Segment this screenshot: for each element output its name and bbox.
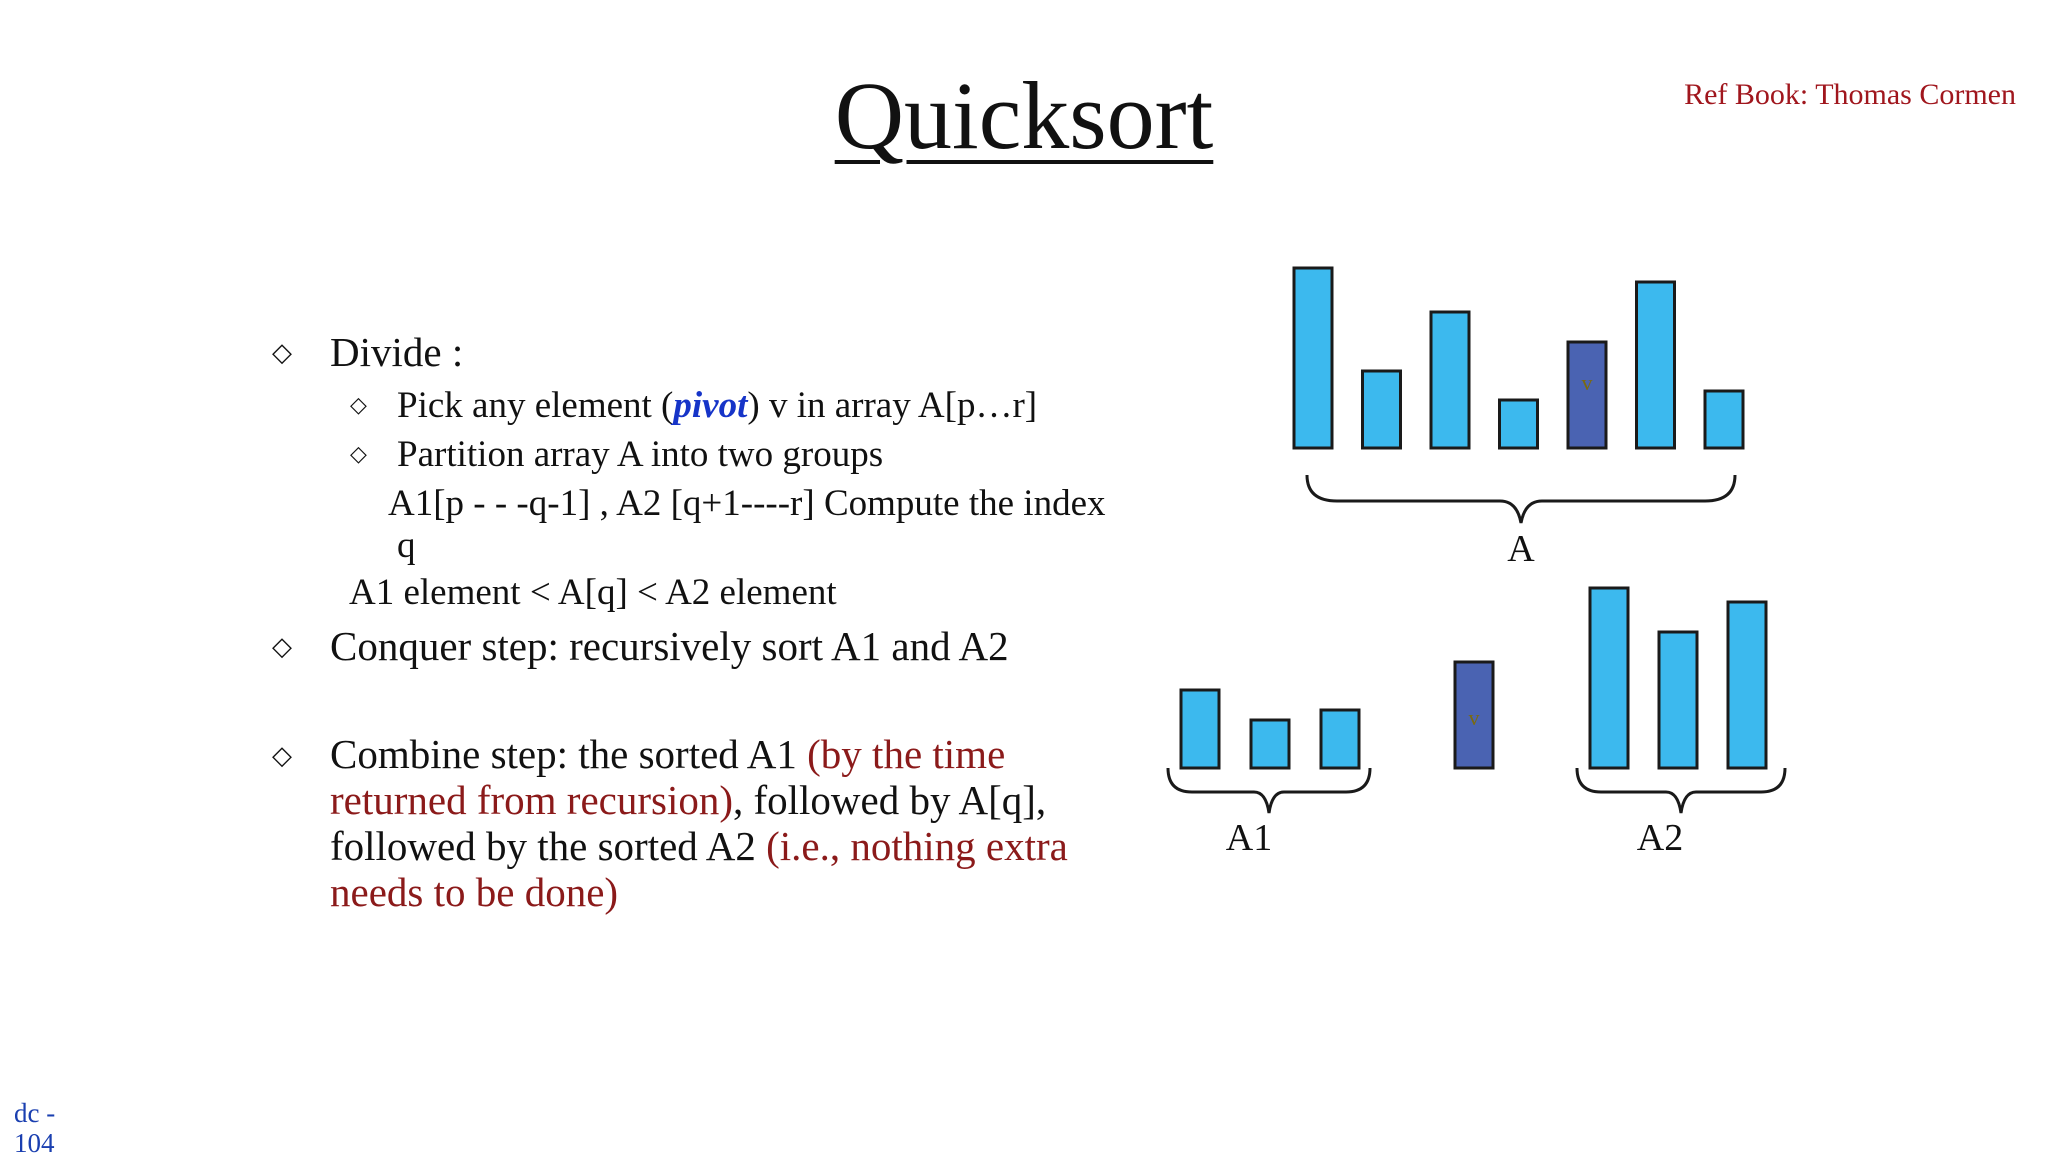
- slide-number-prefix: dc -: [14, 1098, 56, 1128]
- array-a-bars: [1294, 268, 1743, 448]
- partition-index-q: q: [397, 525, 416, 566]
- array-a-pivot-bar: [1568, 342, 1606, 448]
- bullet-diamond-icon: ◇: [272, 338, 292, 367]
- array-a2-bar: [1728, 602, 1766, 768]
- reference-book: Ref Book: Thomas Cormen: [1684, 78, 2016, 111]
- array-a-bar: [1500, 400, 1538, 448]
- array-a1-bar: [1181, 690, 1219, 768]
- combine-text-1: Combine step: the sorted A1: [330, 731, 808, 777]
- slide-number-value: 104: [14, 1128, 55, 1158]
- pivot-term: pivot: [673, 385, 748, 426]
- array-a1-label: A1: [1225, 817, 1273, 859]
- array-a-pivot-label: v: [1581, 370, 1593, 395]
- array-a-bar: [1363, 371, 1401, 448]
- slide-title: Quicksort: [834, 62, 1214, 169]
- combine-text-2: , followed by A[q], followed by the sorted A2: [330, 777, 1047, 869]
- partition-line: Partition array A into two groups: [397, 434, 884, 475]
- array-a2-label: A2: [1636, 817, 1684, 859]
- array-a-bar: [1294, 268, 1332, 448]
- pick-post-text: ) v in array A[p…r]: [747, 385, 1038, 426]
- array-a-brace: [1307, 475, 1735, 523]
- array-a-bar: [1705, 391, 1743, 448]
- pivot-bar-group: [1455, 662, 1493, 768]
- array-a1-bar: [1251, 720, 1289, 768]
- array-a-label: A: [1507, 528, 1535, 570]
- partition-detail: A1[p - - -q-1] , A2 [q+1----r] Compute the index: [388, 483, 1106, 524]
- array-a1-bars: [1181, 690, 1359, 768]
- relation-line: A1 element < A[q] < A2 element: [349, 572, 837, 613]
- combine-note-2: (i.e., nothing extra needs to be done): [330, 823, 1068, 915]
- array-a2-bar: [1659, 632, 1697, 768]
- conquer-step: Conquer step: recursively sort A1 and A2: [330, 623, 1009, 669]
- sub-bullet-diamond-icon: ◇: [350, 392, 367, 417]
- array-a-bar: [1637, 282, 1675, 448]
- array-a1-brace: [1168, 768, 1370, 813]
- array-a-bar: [1431, 312, 1469, 448]
- pivot-bar-label: v: [1468, 705, 1480, 730]
- sub-bullet-diamond-icon: ◇: [350, 441, 367, 466]
- array-a2-brace: [1577, 768, 1785, 813]
- array-a2-bars: [1590, 588, 1766, 768]
- array-a2-bar: [1590, 588, 1628, 768]
- bullet-diamond-icon: ◇: [272, 741, 292, 770]
- array-a1-bar: [1321, 710, 1359, 768]
- combine-note-1: (by the time returned from recursion): [330, 731, 1006, 823]
- pick-pre-text: Pick any element (: [397, 385, 674, 426]
- bullet-diamond-icon: ◇: [272, 632, 292, 661]
- divide-heading: Divide :: [330, 329, 464, 375]
